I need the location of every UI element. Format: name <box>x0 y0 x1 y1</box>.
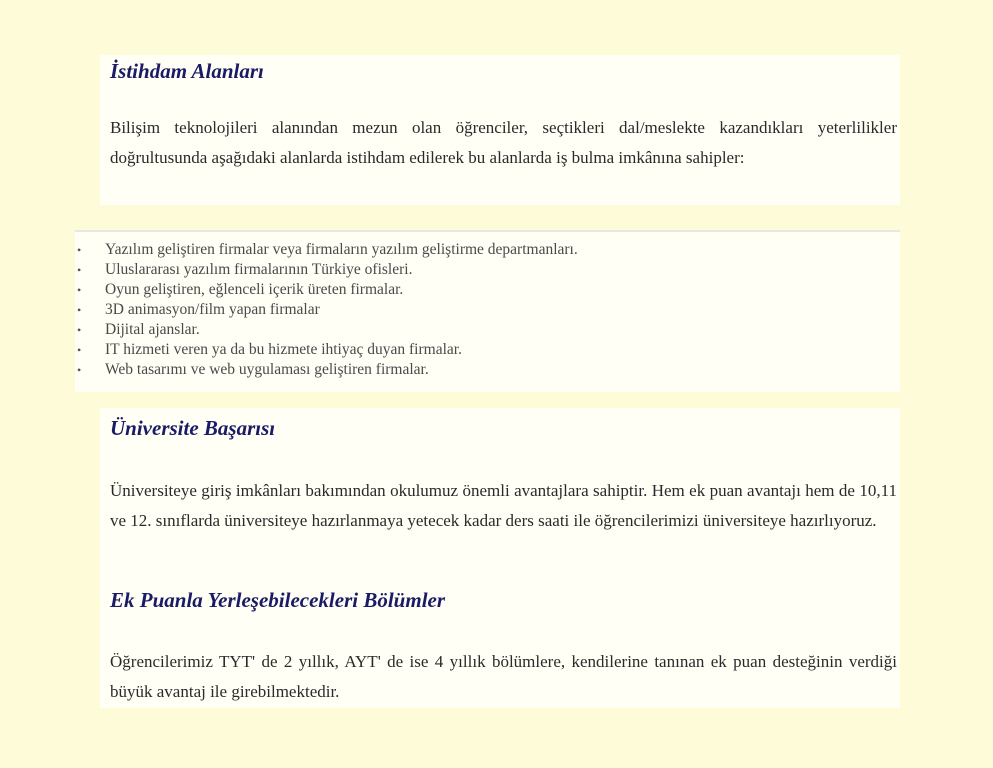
bullet-icon: • <box>77 243 82 257</box>
list-item <box>75 300 578 320</box>
bullet-icon: • <box>77 323 82 337</box>
istihdam-heading: İstihdam Alanları <box>110 59 264 83</box>
list-item <box>75 360 578 380</box>
bullet-icon: • <box>77 363 82 377</box>
universite-paragraph: Üniversiteye giriş imkânları bakımından okulumuz önemli avantajlara sahiptir. Hem ek puan avantajı hem de 10,11 ve 12. sınıflarda üniversiteye hazırlanmaya yetecek kadar ders saati ile öğrencilerimizi üniversiteye hazırlıyoruz. <box>110 481 897 530</box>
universite-section <box>100 408 900 708</box>
bullet-icon: • <box>77 263 82 277</box>
bullet-icon: • <box>77 343 82 357</box>
list-item <box>75 240 578 260</box>
list-item <box>75 320 578 340</box>
istihdam-section <box>100 55 900 205</box>
istihdam-list <box>75 240 578 380</box>
bullet-icon: • <box>77 303 82 317</box>
istihdam-paragraph: Bilişim teknolojileri alanından mezun olan öğrenciler, seçtikleri dal/meslekte kazandıkları yeterlilikler doğrultusunda aşağıdaki alanlarda istihdam edilerek bu alanlarda iş bulma imkânına sahipler: <box>110 118 897 167</box>
list-item <box>75 280 578 300</box>
ek-puan-paragraph: Öğrencilerimiz TYT' de 2 yıllık, AYT' de ise 4 yıllık bölümlere, kendilerine tanınan ek puan desteğinin verdiği büyük avantaj ile girebilmektedir. <box>110 652 897 701</box>
list-item-text: Yazılım geliştiren firmalar veya firmaların yazılım geliştirme departmanları. <box>105 241 578 258</box>
list-item-text: Oyun geliştiren, eğlenceli içerik üreten firmalar. <box>105 281 404 298</box>
list-item-text: 3D animasyon/film yapan firmalar <box>105 301 320 318</box>
ek-puan-heading: Ek Puanla Yerleşebilecekleri Bölümler <box>110 588 446 612</box>
list-item-text: Dijital ajanslar. <box>105 321 200 338</box>
list-item <box>75 260 578 280</box>
universite-heading: Üniversite Başarısı <box>110 416 276 440</box>
list-item <box>75 340 578 360</box>
list-item-text: IT hizmeti veren ya da bu hizmete ihtiyaç duyan firmalar. <box>105 341 462 358</box>
bullet-icon: • <box>77 283 82 297</box>
list-item-text: Web tasarımı ve web uygulaması geliştiren firmalar. <box>105 361 429 378</box>
istihdam-list-section <box>75 230 900 392</box>
list-item-text: Uluslararası yazılım firmalarının Türkiye ofisleri. <box>105 261 413 278</box>
